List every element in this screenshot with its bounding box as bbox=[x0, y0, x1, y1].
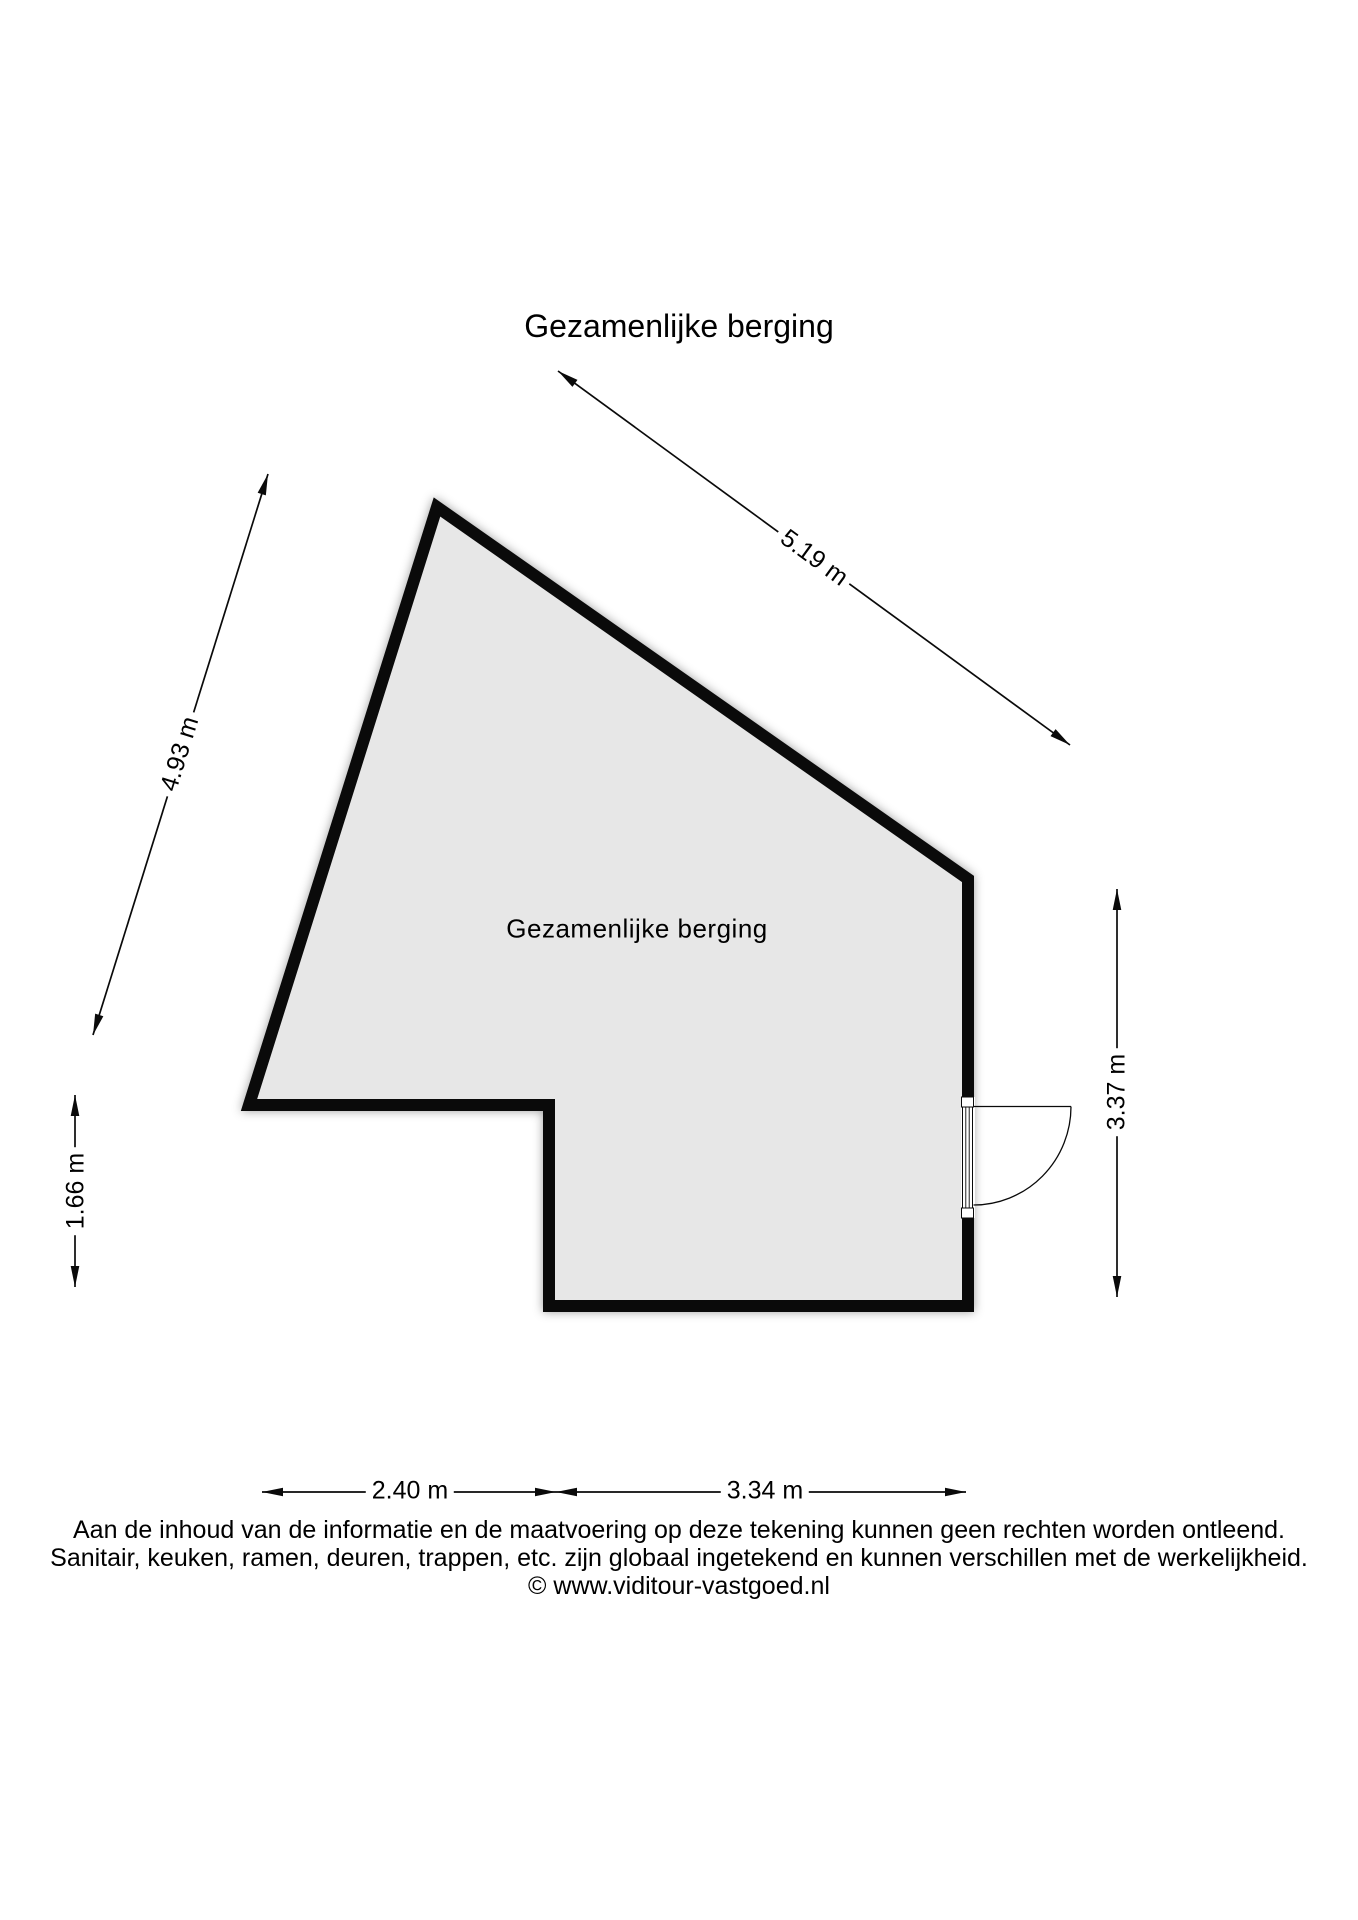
room-polygon bbox=[249, 507, 968, 1306]
door-jamb-top bbox=[962, 1097, 974, 1107]
dimension-label-left-diagonal: 4.93 m bbox=[153, 707, 207, 800]
disclaimer-line-1: Aan de inhoud van de informatie en de maatvoering op deze tekening kunnen geen rechten worden ontleend. bbox=[73, 1516, 1285, 1544]
dimension-label-bottom-right: 3.34 m bbox=[721, 1477, 809, 1506]
door-jamb-bottom bbox=[962, 1208, 974, 1218]
room-walls bbox=[249, 507, 968, 1306]
door bbox=[961, 1097, 1071, 1218]
dimension-label-left-height: 1.66 m bbox=[62, 1147, 91, 1235]
dimension-label-roof-diagonal: 5.19 m bbox=[770, 520, 858, 596]
page-title: Gezamenlijke berging bbox=[524, 308, 834, 344]
door-swing-arc bbox=[974, 1107, 1072, 1206]
room-label: Gezamenlijke berging bbox=[506, 913, 768, 944]
disclaimer-line-3: © www.viditour-vastgoed.nl bbox=[528, 1572, 830, 1600]
dimension-label-right-height: 3.37 m bbox=[1103, 1048, 1132, 1136]
disclaimer-line-2: Sanitair, keuken, ramen, deuren, trappen, etc. zijn globaal ingetekend en kunnen verschillen met de werkelijkheid. bbox=[50, 1544, 1308, 1572]
door-leaf bbox=[963, 1107, 973, 1208]
disclaimer bbox=[0, 1516, 1358, 1600]
dimension-label-bottom-left: 2.40 m bbox=[366, 1477, 454, 1506]
